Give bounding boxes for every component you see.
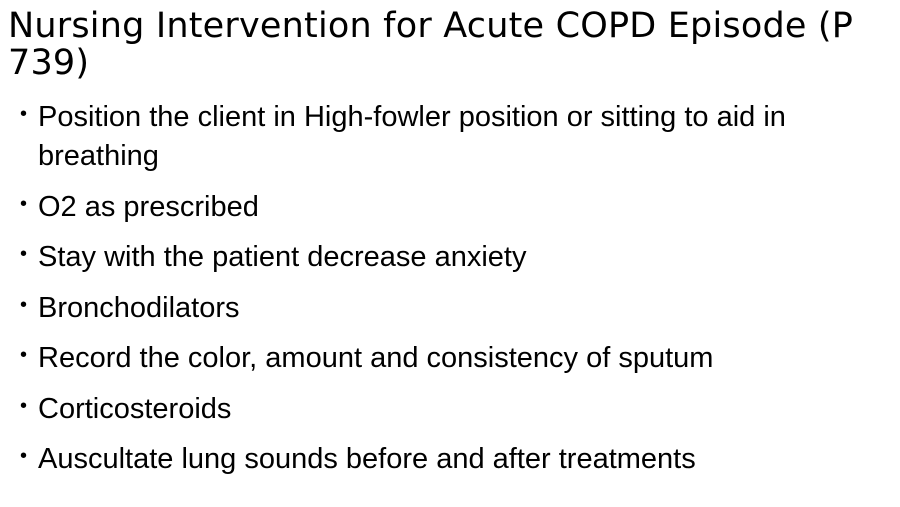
bullet-dot-icon: • (20, 243, 28, 265)
bullet-text: Position the client in High-fowler position or sitting to aid in breathing (38, 101, 786, 172)
bullet-item (20, 440, 880, 479)
bullet-dot-icon: • (20, 293, 28, 316)
bullet-dot-icon: • (20, 103, 28, 125)
bullet-text: Record the color, amount and consistency of sputum (38, 342, 714, 374)
bullet-text: Auscultate lung sounds before and after treatments (38, 443, 696, 475)
bullet-text: O2 as prescribed (38, 190, 259, 223)
bullet-list (20, 98, 880, 491)
bullet-dot-icon: • (20, 192, 28, 215)
bullet-dot-icon: • (20, 445, 28, 467)
slide-title: Nursing Intervention for Acute COPD Episode (P 739) (8, 6, 854, 83)
bullet-dot-icon: • (20, 344, 28, 366)
bullet-item (20, 238, 880, 277)
bullet-item (20, 339, 880, 378)
bullet-text: Corticosteroids (38, 392, 232, 425)
bullet-text: Bronchodilators (38, 291, 240, 324)
bullet-item (20, 289, 880, 328)
bullet-dot-icon: • (20, 394, 28, 417)
bullet-item (20, 98, 880, 176)
bullet-item (20, 390, 880, 429)
bullet-item (20, 188, 880, 227)
bullet-text: Stay with the patient decrease anxiety (38, 241, 527, 273)
